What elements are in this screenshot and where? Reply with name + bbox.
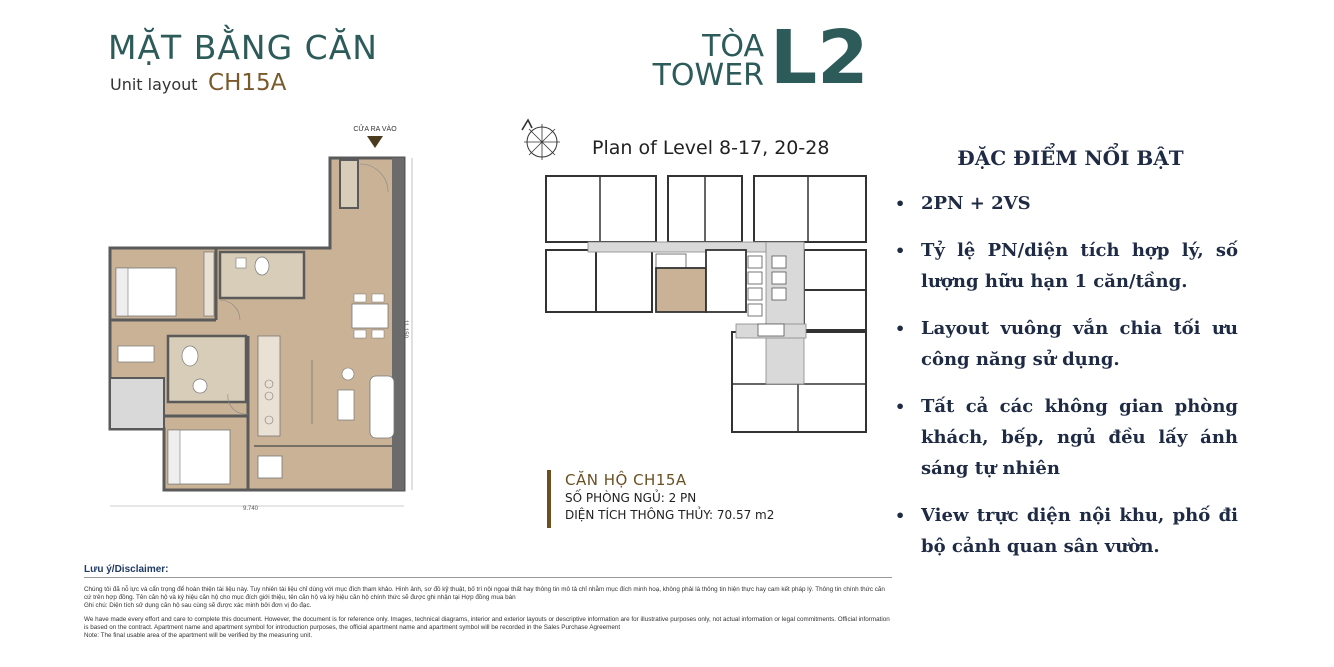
level-plan-title: Plan of Level 8-17, 20-28 <box>592 137 830 159</box>
bullet-icon: • <box>895 506 906 525</box>
unit-code: CH15A <box>208 70 287 96</box>
disclaimer-en-text: We have made every effort and care to complete this document. However, the document is for reference only. Images, technical diagrams, interior and exterior layouts or descriptive information are for illustrative purposes only, not actual information or legal commitments. Official information is based on the contract. Apartment name and apartment symbol for introduction purposes, the official apartment name and apartment symbol will be recorded in the Sales Purchase Agreement <box>84 616 890 631</box>
compass-icon <box>518 116 564 162</box>
feature-text: 2PN + 2VS <box>921 193 1031 214</box>
unit-floor-plan <box>108 124 418 516</box>
features-title: ĐẶC ĐIỂM NỔI BẬT <box>957 146 1184 170</box>
feature-item <box>893 500 1238 562</box>
feature-item <box>893 235 1238 297</box>
disclaimer-vn-text: Chúng tôi đã nỗ lực và cẩn trọng để hoàn thiện tài liệu này. Tuy nhiên tài liệu chỉ dùng với mục đích tham khảo. Hình ảnh, sơ đồ kỹ thuật, bố trí nội ngoại thất hay thông tin mô tả chỉ nhằm mục đích minh hoạ, không phải là thông tin hiện thực hay cam kết pháp lý. Thông tin chính thức căn cứ trên hợp đồng. Tên căn hộ và ký hiệu căn hộ cho mục đích giới thiệu, tên căn hộ và ký hiệu căn hộ chính thức sẽ được ghi nhận tại Hợp đồng mua bán <box>84 586 885 601</box>
disclaimer <box>84 564 892 640</box>
disclaimer-heading: Lưu ý/Disclaimer: <box>84 564 892 578</box>
page-title: MẶT BẰNG CĂN <box>108 28 378 67</box>
features-list <box>893 188 1238 562</box>
tower-name: L2 <box>770 15 869 101</box>
unit-area: DIỆN TÍCH THÔNG THỦY: 70.57 m2 <box>565 508 775 522</box>
feature-text: Layout vuông vắn chia tối ưu công năng sử dụng. <box>921 318 1238 370</box>
bullet-icon: • <box>895 319 906 338</box>
dimension-height: 11.150 <box>402 320 408 338</box>
bullet-icon: • <box>895 241 906 260</box>
bullet-icon: • <box>895 194 906 213</box>
features-panel <box>893 146 1238 578</box>
tower-badge <box>630 15 880 101</box>
unit-info-title: CĂN HỘ CH15A <box>565 471 687 489</box>
unit-bedrooms: SỐ PHÒNG NGỦ: 2 PN <box>565 491 697 505</box>
unit-info-box <box>547 470 774 528</box>
tower-label-en: TOWER <box>652 58 764 93</box>
disclaimer-vn-note: Ghi chú: Diện tích sử dụng căn hộ sau cùng sẽ được xác minh bởi đơn vị đo đạc. <box>84 602 312 609</box>
feature-text: Tất cả các không gian phòng khách, bếp, ngủ đều lấy ánh sáng tự nhiên <box>921 396 1238 479</box>
feature-item <box>893 313 1238 375</box>
dimension-width: 9.740 <box>243 506 259 512</box>
tower-label-vn: TÒA <box>702 29 764 64</box>
entrance-label: CỬA RA VÀO <box>353 126 397 133</box>
feature-item <box>893 391 1238 484</box>
feature-item <box>893 188 1238 219</box>
bullet-icon: • <box>895 397 906 416</box>
unit-layout-subtitle <box>110 70 286 96</box>
unit-layout-label: Unit layout <box>110 75 198 94</box>
disclaimer-en-note: Note: The final usable area of the apartment will be verified by the measuring unit. <box>84 632 313 639</box>
feature-text: View trực diện nội khu, phố đi bộ cảnh quan sân vườn. <box>921 505 1238 557</box>
level-floor-plan <box>540 172 870 438</box>
feature-text: Tỷ lệ PN/diện tích hợp lý, số lượng hữu hạn 1 căn/tầng. <box>921 240 1238 292</box>
